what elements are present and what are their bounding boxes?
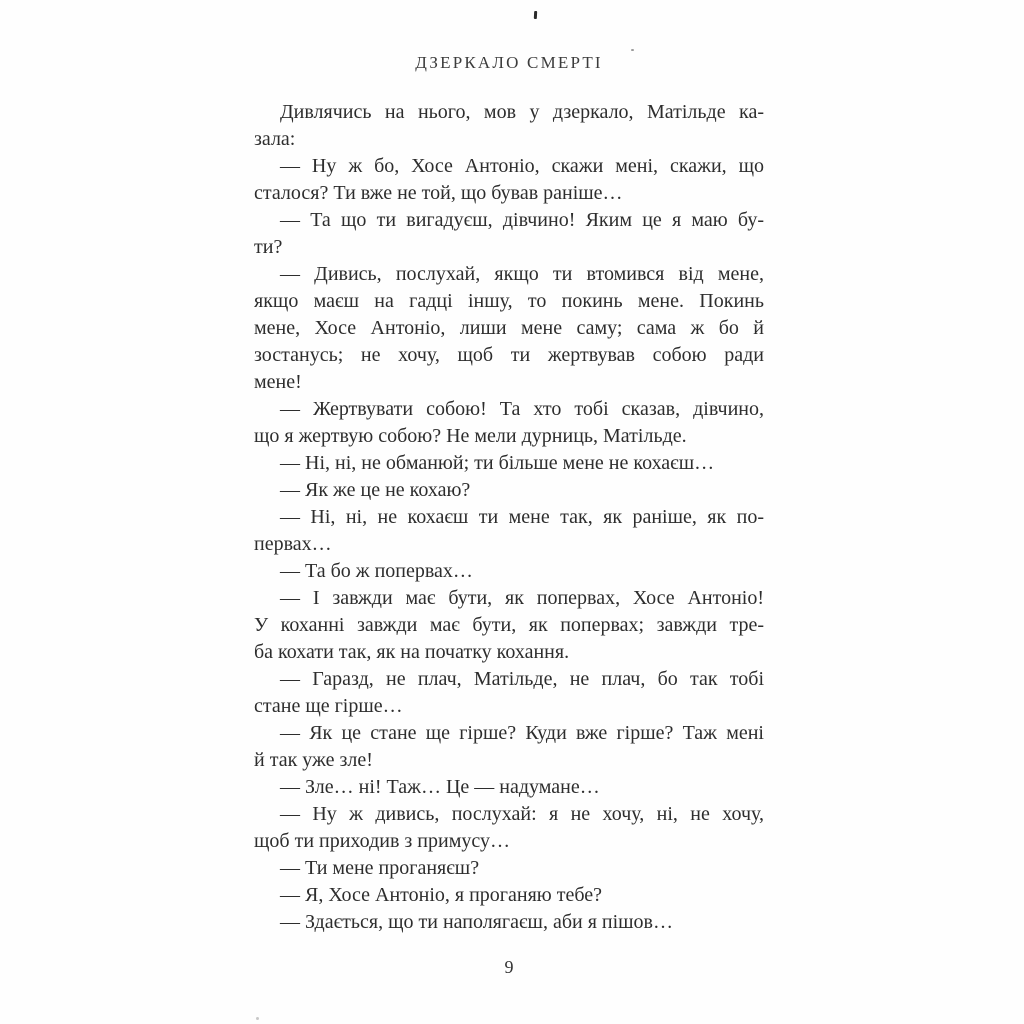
scan-artifact-speck-top (631, 49, 634, 51)
paragraph (254, 855, 764, 882)
paragraph (254, 720, 764, 774)
scan-artifact-tick (534, 11, 537, 19)
text-line: — Дивись, послухай, якщо ти втомився від мене, (280, 263, 764, 285)
text-line: ба кохати так, як на початку кохання. (254, 641, 570, 663)
paragraph (254, 99, 764, 153)
text-line: сталося? Ти вже не той, що бував раніше… (254, 182, 623, 204)
paragraph (254, 504, 764, 558)
paragraph (254, 774, 764, 801)
text-line: — Та що ти вигадуєш, дівчино! Яким це я маю бу- (280, 209, 764, 231)
paragraph (254, 450, 764, 477)
text-line: зостанусь; не хочу, щоб ти жертвував собою ради (254, 344, 764, 366)
text-line: У коханні завжди має бути, як попервах; завжди тре- (254, 614, 764, 636)
paragraph (254, 882, 764, 909)
text-line: ти? (254, 236, 283, 258)
paragraph (254, 153, 764, 207)
text-line: — Ні, ні, не обманюй; ти більше мене не кохаєш… (280, 452, 715, 474)
text-block (254, 99, 764, 936)
text-line: стане ще гірше… (254, 695, 403, 717)
page-number: 9 (504, 957, 514, 977)
paragraph (254, 585, 764, 666)
paragraph (254, 666, 764, 720)
paragraph (254, 909, 764, 936)
text-line: — Ти мене проганяєш? (280, 857, 480, 879)
text-line: щоб ти приходив з примусу… (254, 830, 510, 852)
text-line: — Здається, що ти наполягаєш, аби я пішов… (280, 911, 673, 933)
text-line: — Ні, ні, не кохаєш ти мене так, як раніше, як по- (280, 506, 764, 528)
text-line: — Як же це не кохаю? (280, 479, 471, 501)
text-line: — Я, Хосе Антоніо, я проганяю тебе? (280, 884, 603, 906)
paragraph (254, 801, 764, 855)
text-line: мене, Хосе Антоніо, лиши мене саму; сама ж бо й (254, 317, 764, 339)
text-line: — Жертвувати собою! Та хто тобі сказав, дівчино, (280, 398, 764, 420)
text-line: — Як це стане ще гірше? Куди вже гірше? Таж мені (280, 722, 764, 744)
text-line: — Та бо ж попервах… (280, 560, 473, 582)
scan-artifact-speck-bottom (256, 1017, 259, 1020)
text-line: — Гаразд, не плач, Матільде, не плач, бо так тобі (280, 668, 764, 690)
text-line: — І завжди має бути, як попервах, Хосе Антоніо! (280, 587, 764, 609)
text-line: Дивлячись на нього, мов у дзеркало, Матільде ка- (280, 101, 764, 123)
paragraph (254, 207, 764, 261)
text-line: зала: (254, 128, 296, 150)
text-line: — Ну ж бо, Хосе Антоніо, скажи мені, скажи, що (280, 155, 764, 177)
text-line: якщо маєш на гадці іншу, то покинь мене. Покинь (254, 290, 764, 312)
text-line: й так уже зле! (254, 749, 373, 771)
text-line: первах… (254, 533, 332, 555)
paragraph (254, 396, 764, 450)
paragraph (254, 477, 764, 504)
text-line: мене! (254, 371, 302, 393)
text-line: — Ну ж дивись, послухай: я не хочу, ні, не хочу, (280, 803, 764, 825)
paragraph (254, 261, 764, 396)
paragraph (254, 558, 764, 585)
text-line: що я жертвую собою? Не мели дурниць, Матільде. (254, 425, 687, 447)
running-title: ДЗЕРКАЛО СМЕРТІ (415, 53, 603, 72)
text-line: — Зле… ні! Таж… Це — надумане… (280, 776, 600, 798)
